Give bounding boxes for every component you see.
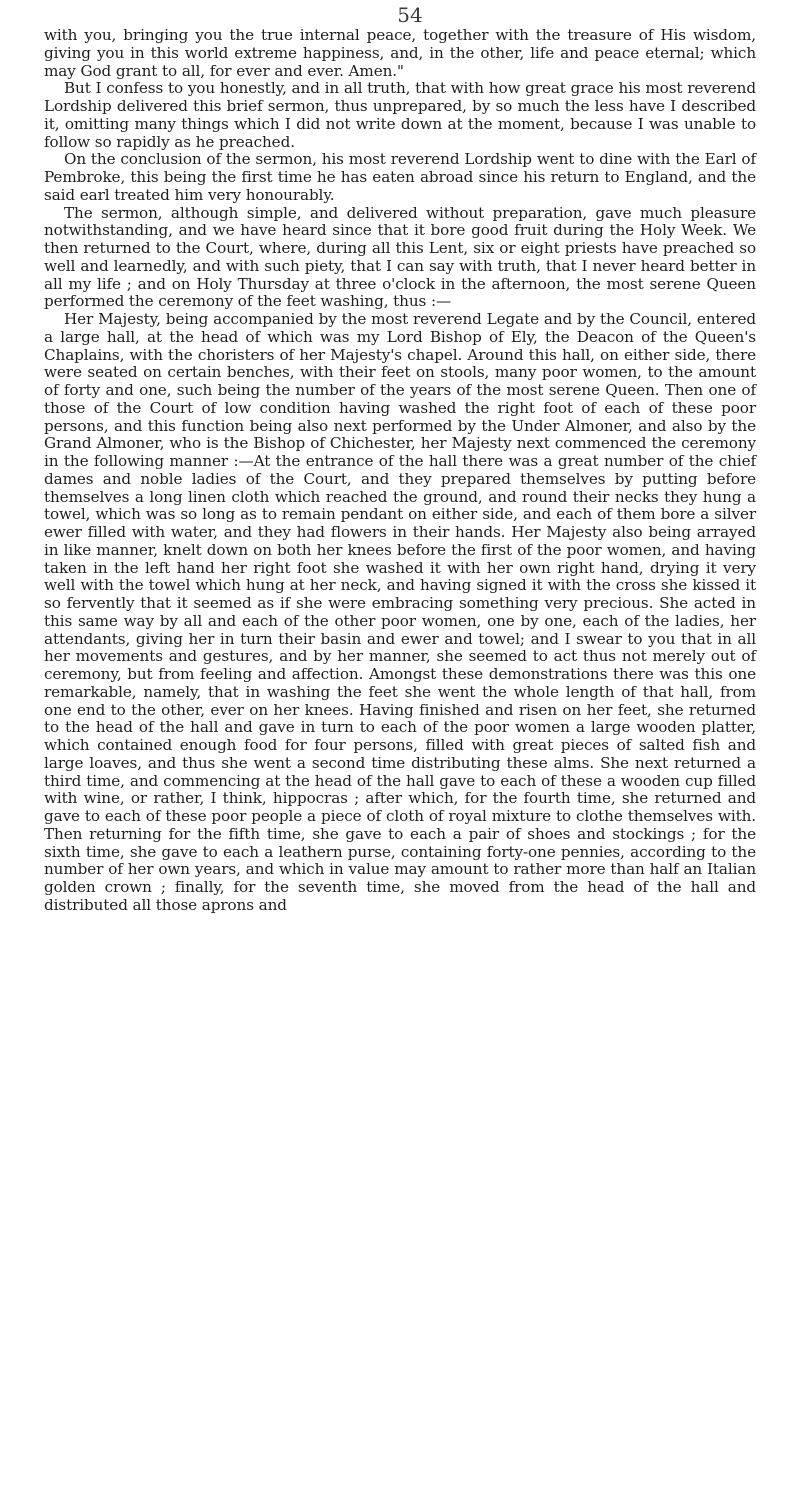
body-text — [44, 27, 756, 915]
paragraph: But I confess to you honestly, and in all truth, that with how great grace his most reverend Lordship delivered this brief sermon, thus unprepared, by so much the less have I described it, omitting many things which I did not write down at the moment, because I was unable to follow so rapidly as he preached. — [44, 79, 756, 151]
paragraph-continued: with you, bringing you the true internal peace, together with the treasure of His wisdom, giving you in this world extreme happiness, and, in the other, life and peace eternal; which may God grant to all, for ever and ever. Amen." — [44, 26, 756, 80]
paragraph: Her Majesty, being accompanied by the most reverend Legate and by the Council, entered a large hall, at the head of which was my Lord Bishop of Ely, the Deacon of the Queen's Chaplains, with the choristers of her Majesty's chapel. Around this hall, on either side, there were seated on certain benches, with their feet on stools, many poor women, to the amount of forty and one, such being the number of the years of the most serene Queen. Then one of those of the Court of low condition having washed the right foot of each of these poor persons, and this function being also next performed by the Under Almoner, and also by the Grand Almoner, who is the Bishop of Chichester, her Majesty next commenced the ceremony in the following manner :—At the entrance of the hall there was a great number of the chief dames and noble ladies of the Court, and they prepared themselves by putting before themselves a long linen cloth which reached the ground, and round their necks they hung a towel, which was so long as to remain pendant on either side, and each of them bore a silver ewer filled with water, and they had flowers in their hands. Her Majesty also being arrayed in like manner, knelt down on both her knees before the first of the poor women, and having taken in the left hand her right foot she washed it with her own right hand, drying it very well with the towel which hung at her neck, and having signed it with the cross she kissed it so fervently that it seemed as if she were embracing something very precious. She acted in this same way by all and each of the other poor women, one by one, each of the ladies, her attendants, giving her in turn their basin and ewer and towel; and I swear to you that in all her movements and gestures, and by her manner, she seemed to act thus not merely out of ceremony, but from feeling and affection. Amongst these demonstrations there was this one remarkable, namely, that in washing the feet she went the whole length of that hall, from one end to the other, ever on her knees. Having finished and risen on her feet, she returned to the head of the hall and gave in turn to each of the poor women a large wooden platter, which contained enough food for four persons, filled with great pieces of salted fish and large loaves, and thus she went a second time distributing these alms. She next returned a third time, and commencing at the head of the hall gave to each of these a wooden cup filled with wine, or rather, I think, hippocras ; after which, for the fourth time, she returned and gave to each of these poor people a piece of cloth of royal mixture to clothe themselves with. Then returning for the fifth time, she gave to each a pair of shoes and stockings ; for the sixth time, she gave to each a leathern purse, containing forty-one pennies, according to the number of her own years, and which in value may amount to rather more than half an Italian golden crown ; finally, for the seventh time, she moved from the head of the hall and distributed all those aprons and — [44, 310, 756, 914]
page-number: 54 — [397, 3, 423, 27]
paragraph: The sermon, although simple, and delivered without preparation, gave much pleasure notwithstanding, and we have heard since that it bore good fruit during the Holy Week. We then returned to the Court, where, during all this Lent, six or eight priests have preached so well and learnedly, and with such piety, that I can say with truth, that I never heard better in all my life ; and on Holy Thursday at three o'clock in the afternoon, the most serene Queen performed the ceremony of the feet washing, thus :— — [44, 203, 756, 311]
paragraph: On the conclusion of the sermon, his most reverend Lordship went to dine with the Earl of Pembroke, this being the first time he has eaten abroad since his return to England, and the said earl treated him very honourably. — [44, 150, 756, 204]
